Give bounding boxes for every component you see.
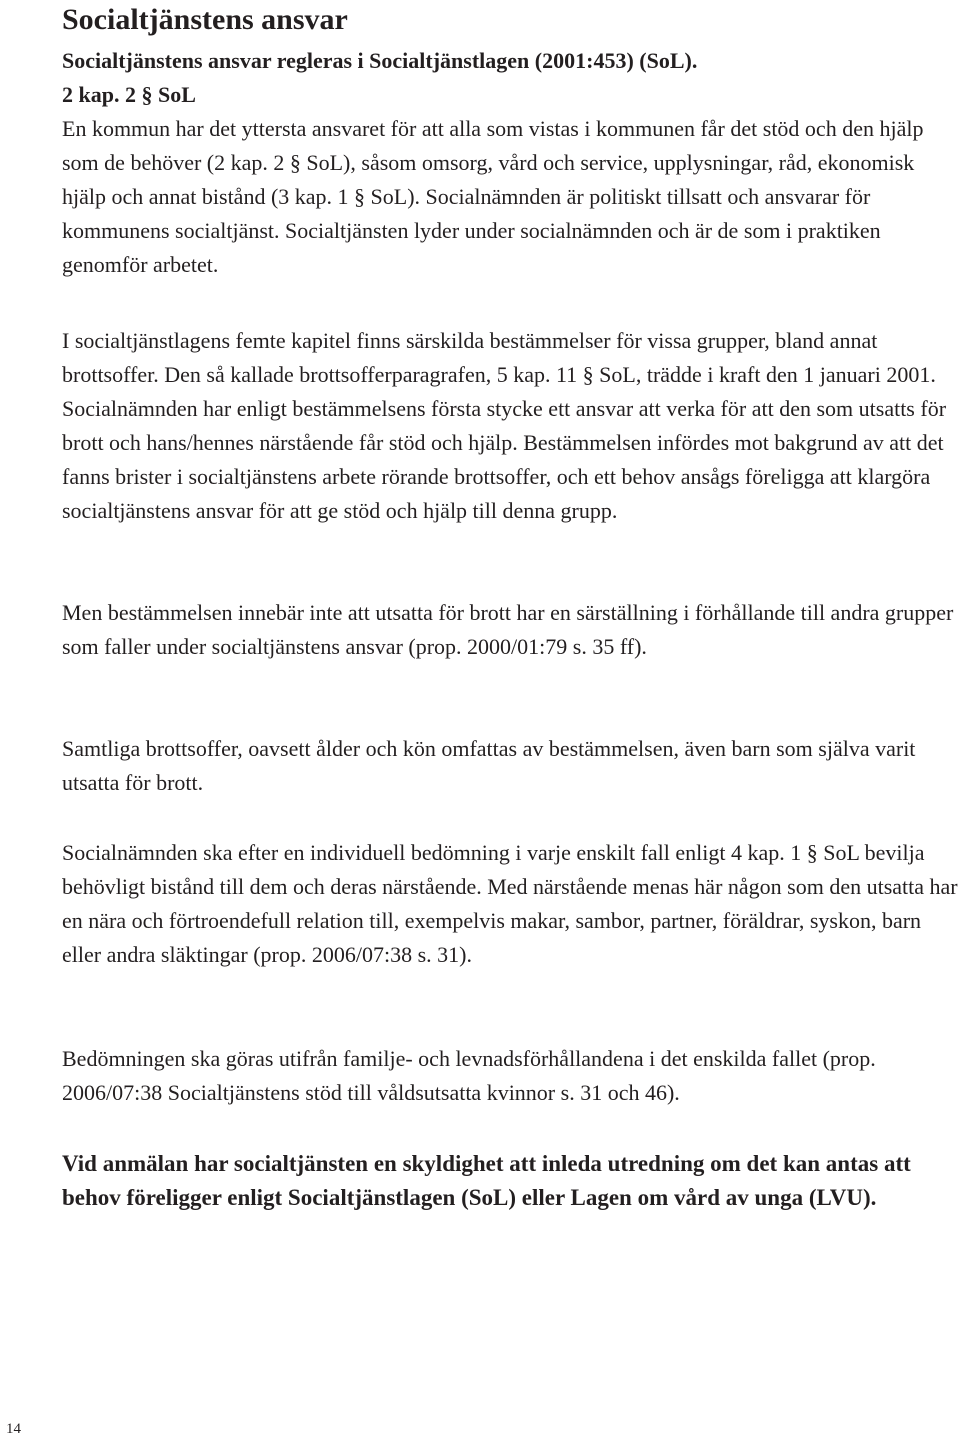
- paragraph-5: Socialnämnden ska efter en individuell bedömning i varje enskilt fall enligt 4 kap. 1 § SoL bevilja behövligt bistånd till dem och deras närstående. Med närstående menas här någon som den utsatta har en nära och förtroendefull relation till, exempelvis makar, sambor, partner, föräldrar, syskon, barn eller andra släktingar (prop. 2006/07:38 s. 31).: [62, 840, 958, 967]
- paragraph-4: Samtliga brottsoffer, oavsett ålder och kön omfattas av bestämmelsen, även barn som själva varit utsatta för brott.: [62, 736, 916, 795]
- law-reference: 2 kap. 2 § SoL: [62, 82, 196, 107]
- page-title: Socialtjänstens ansvar: [62, 3, 348, 36]
- paragraph-3: Men bestämmelsen innebär inte att utsatta för brott har en särställning i förhållande till andra grupper som faller under socialtjänstens ansvar (prop. 2000/01:79 s. 35 ff).: [62, 600, 954, 659]
- section-3: [62, 596, 958, 664]
- intro-statement: Socialtjänstens ansvar regleras i Socialtjänstlagen (2001:453) (SoL).: [62, 48, 698, 73]
- section-6: [62, 1042, 958, 1110]
- paragraph-6: Bedömningen ska göras utifrån familje- och levnadsförhållandena i det enskilda fallet (prop. 2006/07:38 Socialtjänstens stöd till våldsutsatta kvinnor s. 31 och 46).: [62, 1046, 876, 1105]
- intro-section: [62, 44, 958, 282]
- section-2: [62, 324, 958, 528]
- bold-conclusion: Vid anmälan har socialtjänsten en skyldighet att inleda utredning om det kan antas att behov föreligger enligt Socialtjänstlagen (SoL) eller Lagen om vård av unga (LVU).: [62, 1151, 911, 1210]
- section-4: [62, 732, 958, 800]
- paragraph-2: I socialtjänstlagens femte kapitel finns särskilda bestämmelser för vissa grupper, bland annat brottsoffer. Den så kallade brottsofferparagrafen, 5 kap. 11 § SoL, trädde i kraft den 1 januari 2001. Socialnämnden har enligt bestämmelsens första stycke ett ansvar att verka för att den som utsatts för brott och hans/hennes närstående får stöd och hjälp. Bestämmelsen infördes mot bakgrund av att det fanns brister i socialtjänstens arbete rörande brottsoffer, och ett behov ansågs föreligga att klargöra socialtjänstens ansvar för att ge stöd och hjälp till denna grupp.: [62, 328, 947, 523]
- paragraph-1: En kommun har det yttersta ansvaret för att alla som vistas i kommunen får det stöd och den hjälp som de behöver (2 kap. 2 § SoL), såsom omsorg, vård och service, upplysningar, råd, ekonomisk hjälp och annat bistånd (3 kap. 1 § SoL). Socialnämnden är politiskt tillsatt och ansvarar för kommunens socialtjänst. Socialtjänsten lyder under socialnämnden och är de som i praktiken genomför arbetet.: [62, 116, 924, 277]
- section-5: [62, 836, 958, 972]
- page-number: 14: [6, 1421, 21, 1437]
- section-7: [62, 1147, 958, 1215]
